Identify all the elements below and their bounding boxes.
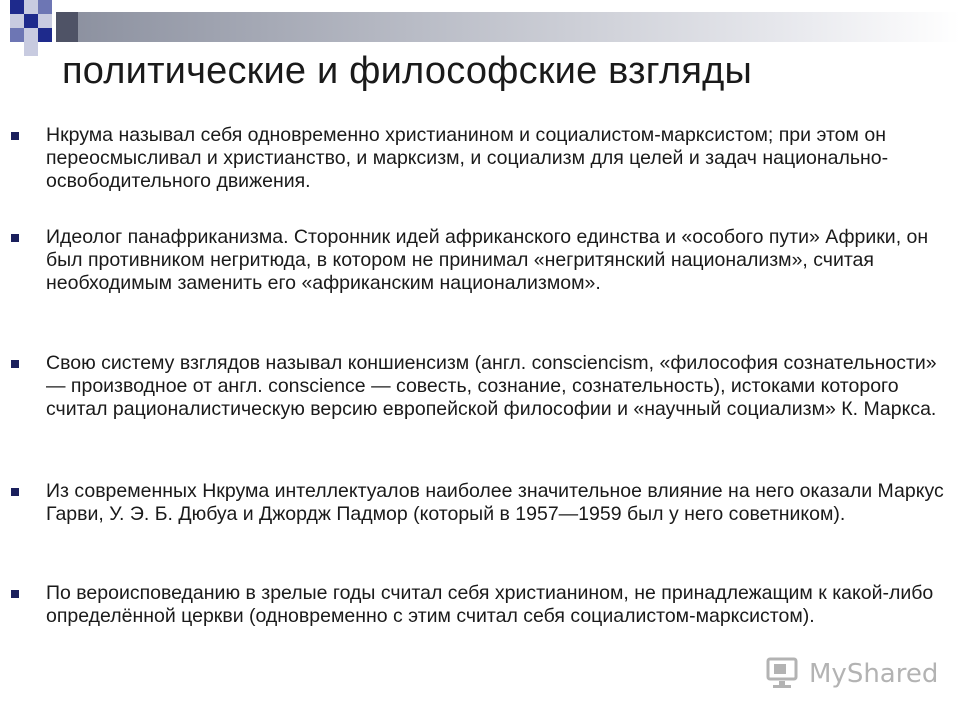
decor-square — [24, 14, 38, 28]
title-bar-gradient — [56, 12, 960, 42]
watermark — [765, 655, 939, 695]
bullet-text: Нкрума называл себя одновременно христианином и социалистом-марксистом; при этом он переосмысливал и христианство, и марксизм, и социализм для целей и задач национально-освободительного движения. — [46, 124, 889, 192]
bullet-square-icon — [11, 132, 19, 140]
decor-square — [10, 14, 24, 28]
decor-square — [10, 28, 24, 42]
title-bar-accent — [56, 12, 78, 42]
slide-title: политические и философские взгляды — [62, 50, 753, 92]
watermark-text: MyShared — [809, 659, 939, 689]
bullet-text: Из современных Нкрума интеллектуалов наиболее значительное влияние на него оказали Маркус Гарви, У. Э. Б. Дюбуа и Джордж Падмор (который в 1957—1959 был у него советником). — [46, 480, 944, 525]
bullet-square-icon — [11, 488, 19, 496]
decor-square — [24, 42, 38, 56]
decor-square — [10, 0, 24, 14]
bullet-square-icon — [11, 590, 19, 598]
monitor-icon — [765, 655, 803, 693]
decor-square — [38, 28, 52, 42]
decor-square — [38, 14, 52, 28]
bullet-text: Идеолог панафриканизма. Сторонник идей африканского единства и «особого пути» Африки, он был противником негритюда, в котором не принимал «негритянский национализм», считая необходимым заменить его «африканским национализмом». — [46, 226, 929, 294]
decor-square — [24, 28, 38, 42]
bullet-text: Свою систему взглядов называл коншиенсизм (англ. consciencism, «философия сознательности» — производное от англ. conscience — совесть, сознание, сознательность), истоками которого считал рационалистическую версию европейской философии и «научный социализм» К. Маркса. — [46, 352, 937, 420]
decor-square — [24, 0, 38, 14]
bullet-square-icon — [11, 234, 19, 242]
decor-square — [38, 0, 52, 14]
bullet-text: По вероисповеданию в зрелые годы считал себя христианином, не принадлежащим к какой-либо определённой церкви (одновременно с этим считал себя социалистом-марксистом). — [46, 582, 934, 627]
bullet-square-icon — [11, 360, 19, 368]
